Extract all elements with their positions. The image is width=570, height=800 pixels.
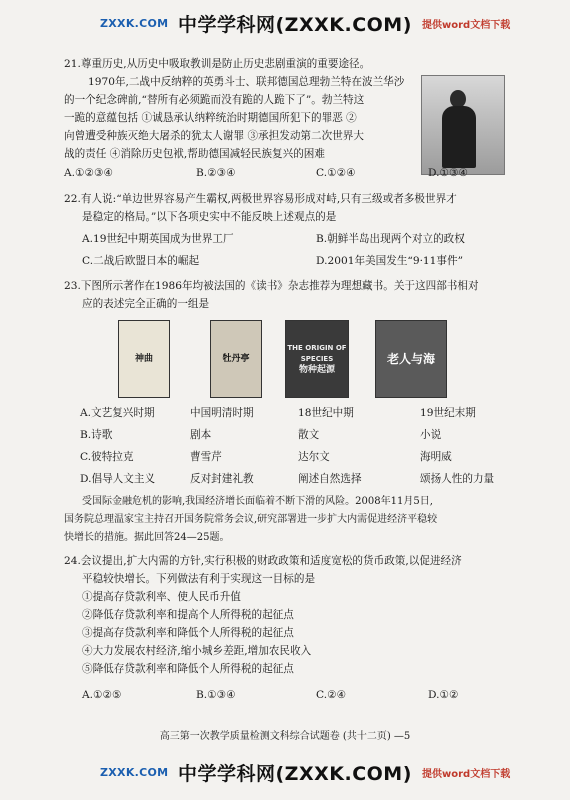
book-cover-peony-pavilion [210,320,262,398]
q24-option-c: C.②④ [316,689,347,701]
q21-line: 一跪的意蕴包括 ①诚恳承认纳粹统治时期德国所犯下的罪恶 ② [64,112,357,124]
q23-table-cell: 阐述自然选择 [298,473,362,485]
banner-title: 中学学科网(ZXXK.COM) [178,14,412,36]
q24-line: 平稳较快增长。下列做法有利于实现这一目标的是 [82,573,316,585]
q23-table-cell: 海明威 [420,451,452,463]
q23-table-cell: 小说 [420,429,442,441]
q23-table-cell: 剧本 [190,429,212,441]
q21-line: 战的责任 ④消除历史包袱,帮助德国减轻民族复兴的困难 [64,148,325,160]
q23-table-cell: 中国明清时期 [190,407,254,419]
page-footer: 高三第一次教学质量检测文科综合试题卷 (共十二页) —5 [159,731,411,742]
q24-option-d: D.①② [428,689,459,701]
banner-title: 中学学科网(ZXXK.COM) [178,763,412,785]
q23-table-cell: 曹雪芹 [190,451,222,463]
passage-line: 快增长的措施。据此回答24—25题。 [64,532,230,543]
q21-line: 21.尊重历史,从历史中吸取教训是防止历史悲剧重演的重要途径。 [64,58,371,70]
download-link[interactable]: 提供word文档下载 [422,20,511,31]
q24-item: ①提高存贷款利率、使人民币升值 [82,591,241,603]
download-link[interactable]: 提供word文档下载 [422,769,511,780]
book-title: 神曲 [134,353,153,364]
site-logo[interactable] [98,759,169,785]
logo-text: ZXXK.COM [100,765,169,779]
book-cover-old-man-and-sea [375,320,447,398]
bottom-banner [0,755,570,791]
q21-option-c: C.①②④ [316,167,356,179]
q22-option-c: C.二战后欧盟日本的崛起 [82,255,200,267]
q21-line: 1970年,二战中反纳粹的英勇斗士、联邦德国总理勃兰特在波兰华沙 [88,76,405,88]
logo-text: ZXXK.COM [100,16,169,30]
book-cover-divine-comedy [118,320,170,398]
q22-line: 22.有人说:“单边世界容易产生霸权,两极世界容易形成对峙,只有三级或者多极世界才 [64,193,457,205]
q24-item: ③提高存贷款利率和降低个人所得税的起征点 [82,627,294,639]
book-title: 老人与海 [386,351,435,366]
book-title: 牡丹亭 [222,353,250,364]
q23-table-cell: B.诗歌 [80,429,113,441]
q21-option-b: B.②③④ [196,167,236,179]
passage-line: 国务院总理温家宝主持召开国务院常务会议,研究部署进一步扩大内需促进经济平稳较 [64,514,438,525]
brandt-kneeling-photo [421,75,505,175]
q24-item: ⑤降低存贷款利率和降低个人所得税的起征点 [82,663,294,675]
q23-line: 应的表述完全正确的一组是 [82,298,210,310]
q21-option-a: A.①②③④ [64,167,114,179]
q21-option-d: D.①③④ [428,167,468,179]
book-subtitle: THE ORIGIN OF SPECIES [287,343,347,363]
q24-line: 24.会议提出,扩大内需的方针,实行积极的财政政策和适度宽松的货币政策,以促进经济 [64,555,462,567]
q23-table-cell: 19世纪末期 [420,407,476,419]
q22-option-d: D.2001年美国发生“9·11事件” [316,255,464,267]
q21-line: 的一个纪念碑前,“替所有必须跪而没有跪的人跪下了”。勃兰特这 [64,94,365,106]
q23-table-cell: C.彼特拉克 [80,451,134,463]
q24-item: ②降低存贷款利率和提高个人所得税的起征点 [82,609,294,621]
book-title: 物种起源 [298,364,335,375]
q21-line: 向曾遭受种族灭绝大屠杀的犹太人谢罪 ③承担发动第二次世界大 [64,130,364,142]
q23-table-cell: 达尔文 [298,451,330,463]
q23-table-cell: D.倡导人文主义 [80,473,156,485]
q22-option-b: B.朝鲜半岛出现两个对立的政权 [316,233,465,245]
q24-option-b: B.①③④ [196,689,236,701]
q23-table-cell: 反对封建礼教 [190,473,254,485]
q22-option-a: A.19世纪中期英国成为世界工厂 [82,233,234,245]
q24-option-a: A.①②⑤ [82,689,122,701]
passage-line: 受国际金融危机的影响,我国经济增长面临着不断下滑的风险。2008年11月5日, [82,496,433,507]
book-cover-origin-of-species [285,320,349,398]
q23-table-cell: A.文艺复兴时期 [80,407,155,419]
q22-line: 是稳定的格局。”以下各项史实中不能反映上述观点的是 [82,211,337,223]
q23-table-cell: 散文 [298,429,320,441]
q24-item: ④大力发展农村经济,缩小城乡差距,增加农民收入 [82,645,312,657]
q23-line: 23.下图所示著作在1986年均被法国的《读书》杂志推荐为理想藏书。关于这四部书相对 [64,280,479,292]
q23-table-cell: 18世纪中期 [298,407,354,419]
q23-table-cell: 颂扬人性的力量 [420,473,495,485]
